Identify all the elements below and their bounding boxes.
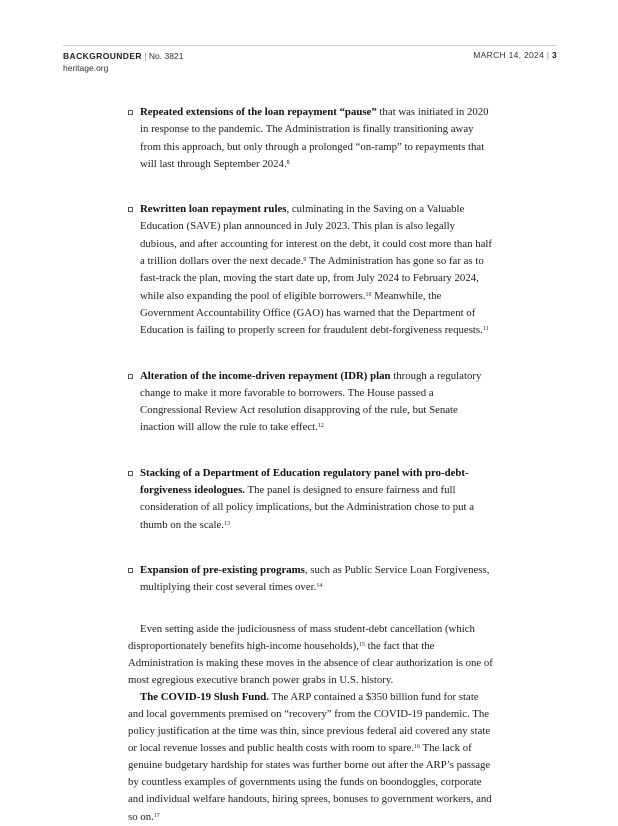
bullet-body: Meanwhile, the Government Accountability Office (GAO) has warned that the Department of Education is failing to properly screen for fraudulent debt-forgiveness requests. [140,289,483,337]
footnote-ref: 15 [358,641,365,648]
bullet-lead: Expansion of pre-existing programs [140,563,305,576]
bullet-item [128,201,494,339]
bullet-text [140,368,494,437]
bullet-lead: Rewritten loan repayment rules [140,203,287,216]
site-url: heritage.org [63,63,109,73]
footnote-ref: 13 [223,520,230,527]
bullet-lead: Stacking of a Department of Education regulatory panel with pro-debt-forgiveness ideologues. [140,466,469,497]
bullet-body: The panel is designed to ensure fairness and full consideration of all policy implications, but the Administration chose to put a thumb on the scale. [140,484,475,531]
paragraph-text: Even setting aside the judiciousness of mass student-debt cancellation (which disproportionately benefits high-income households), [128,622,475,652]
header-separator-2: | [546,50,550,60]
page-number: 3 [551,50,557,60]
paragraph [128,621,494,689]
bullet-lead: Alteration of the income-driven repayment (IDR) plan [140,369,391,382]
footnote-ref: 16 [414,744,421,751]
bullet-body: The Administration has gone so far as to fast-track the plan, moving the start date up, from July 2024 to February 2024, while also expanding the pool of eligible borrowers. [140,255,484,302]
bullet-item [128,368,494,437]
bullet-item [128,562,494,597]
square-bullet-icon [128,207,133,212]
square-bullet-icon [128,110,133,115]
bullet-body: through a regulatory change to make it more favorable to borrowers. The House passed a Congressional Review Act resolution disapproving of the rule, but Senate inaction will allow the rule to take effect. [140,369,482,434]
paragraph-text: the fact that the Administration is making these moves in the absence of clear authorization is one of most egregious executive branch power grabs in U.S. history. [128,639,493,686]
bullet-item [128,104,494,173]
square-bullet-icon [128,471,133,476]
header-rule [63,45,557,46]
footnote-ref: 14 [316,583,323,590]
square-bullet-icon [128,568,133,573]
running-header-right [473,50,557,60]
publication-date: MARCH 14, 2024 [473,50,545,60]
bullet-text [140,562,494,597]
square-bullet-icon [128,374,133,379]
bullet-text [140,201,494,339]
section-run-in-heading: The COVID-19 Slush Fund. [140,690,270,703]
footnote-ref: 17 [153,812,160,819]
footnote-ref: 9 [303,257,307,264]
bullet-body: , such as Public Service Loan Forgiveness, multiplying their cost several times over. [140,563,490,594]
footnote-ref: 11 [482,326,489,333]
bullet-body: , culminating in the Saving on a Valuable Education (SAVE) plan announced in July 2023. This plan is also legally dubious, and after accounting for interest on the debt, it could cost more than half a trillion dollars over the next decade. [140,203,492,268]
footnote-ref: 10 [365,291,372,298]
paragraph [128,689,494,826]
header-separator: | [144,51,147,61]
paragraph-text: The lack of genuine budgetary hardship for states was further borne out after the ARP’s passage by countless examples of governments using the funds on boondoggles, corporate and individual welfare handouts, hiring sprees, bonuses to government workers, and so on. [128,742,492,823]
footnote-ref: 12 [317,423,324,430]
bullet-lead: Repeated extensions of the loan repayment “pause” [140,106,377,118]
publication-number: No. 3821 [148,51,184,61]
paragraph-text: The ARP contained a $350 billion fund for state and local governments premised on “recovery” from the COVID-19 pandemic. The policy justification at the time was thin, since previous federal aid covered any state or local revenue losses and public health costs with room to spare. [128,690,491,755]
bullet-text [140,104,494,173]
body-text [128,104,494,826]
bullet-item [128,465,494,534]
footnote-ref: 8 [286,159,290,166]
running-header-left [63,50,183,74]
bullet-body: that was initiated in 2020 in response to the pandemic. The Administration is finally transitioning away from this approach, but only through a prolonged “on-ramp” to repayments that will last through September 2024. [140,106,489,170]
bullet-text [140,465,494,534]
publication-name: BACKGROUNDER [63,51,142,61]
